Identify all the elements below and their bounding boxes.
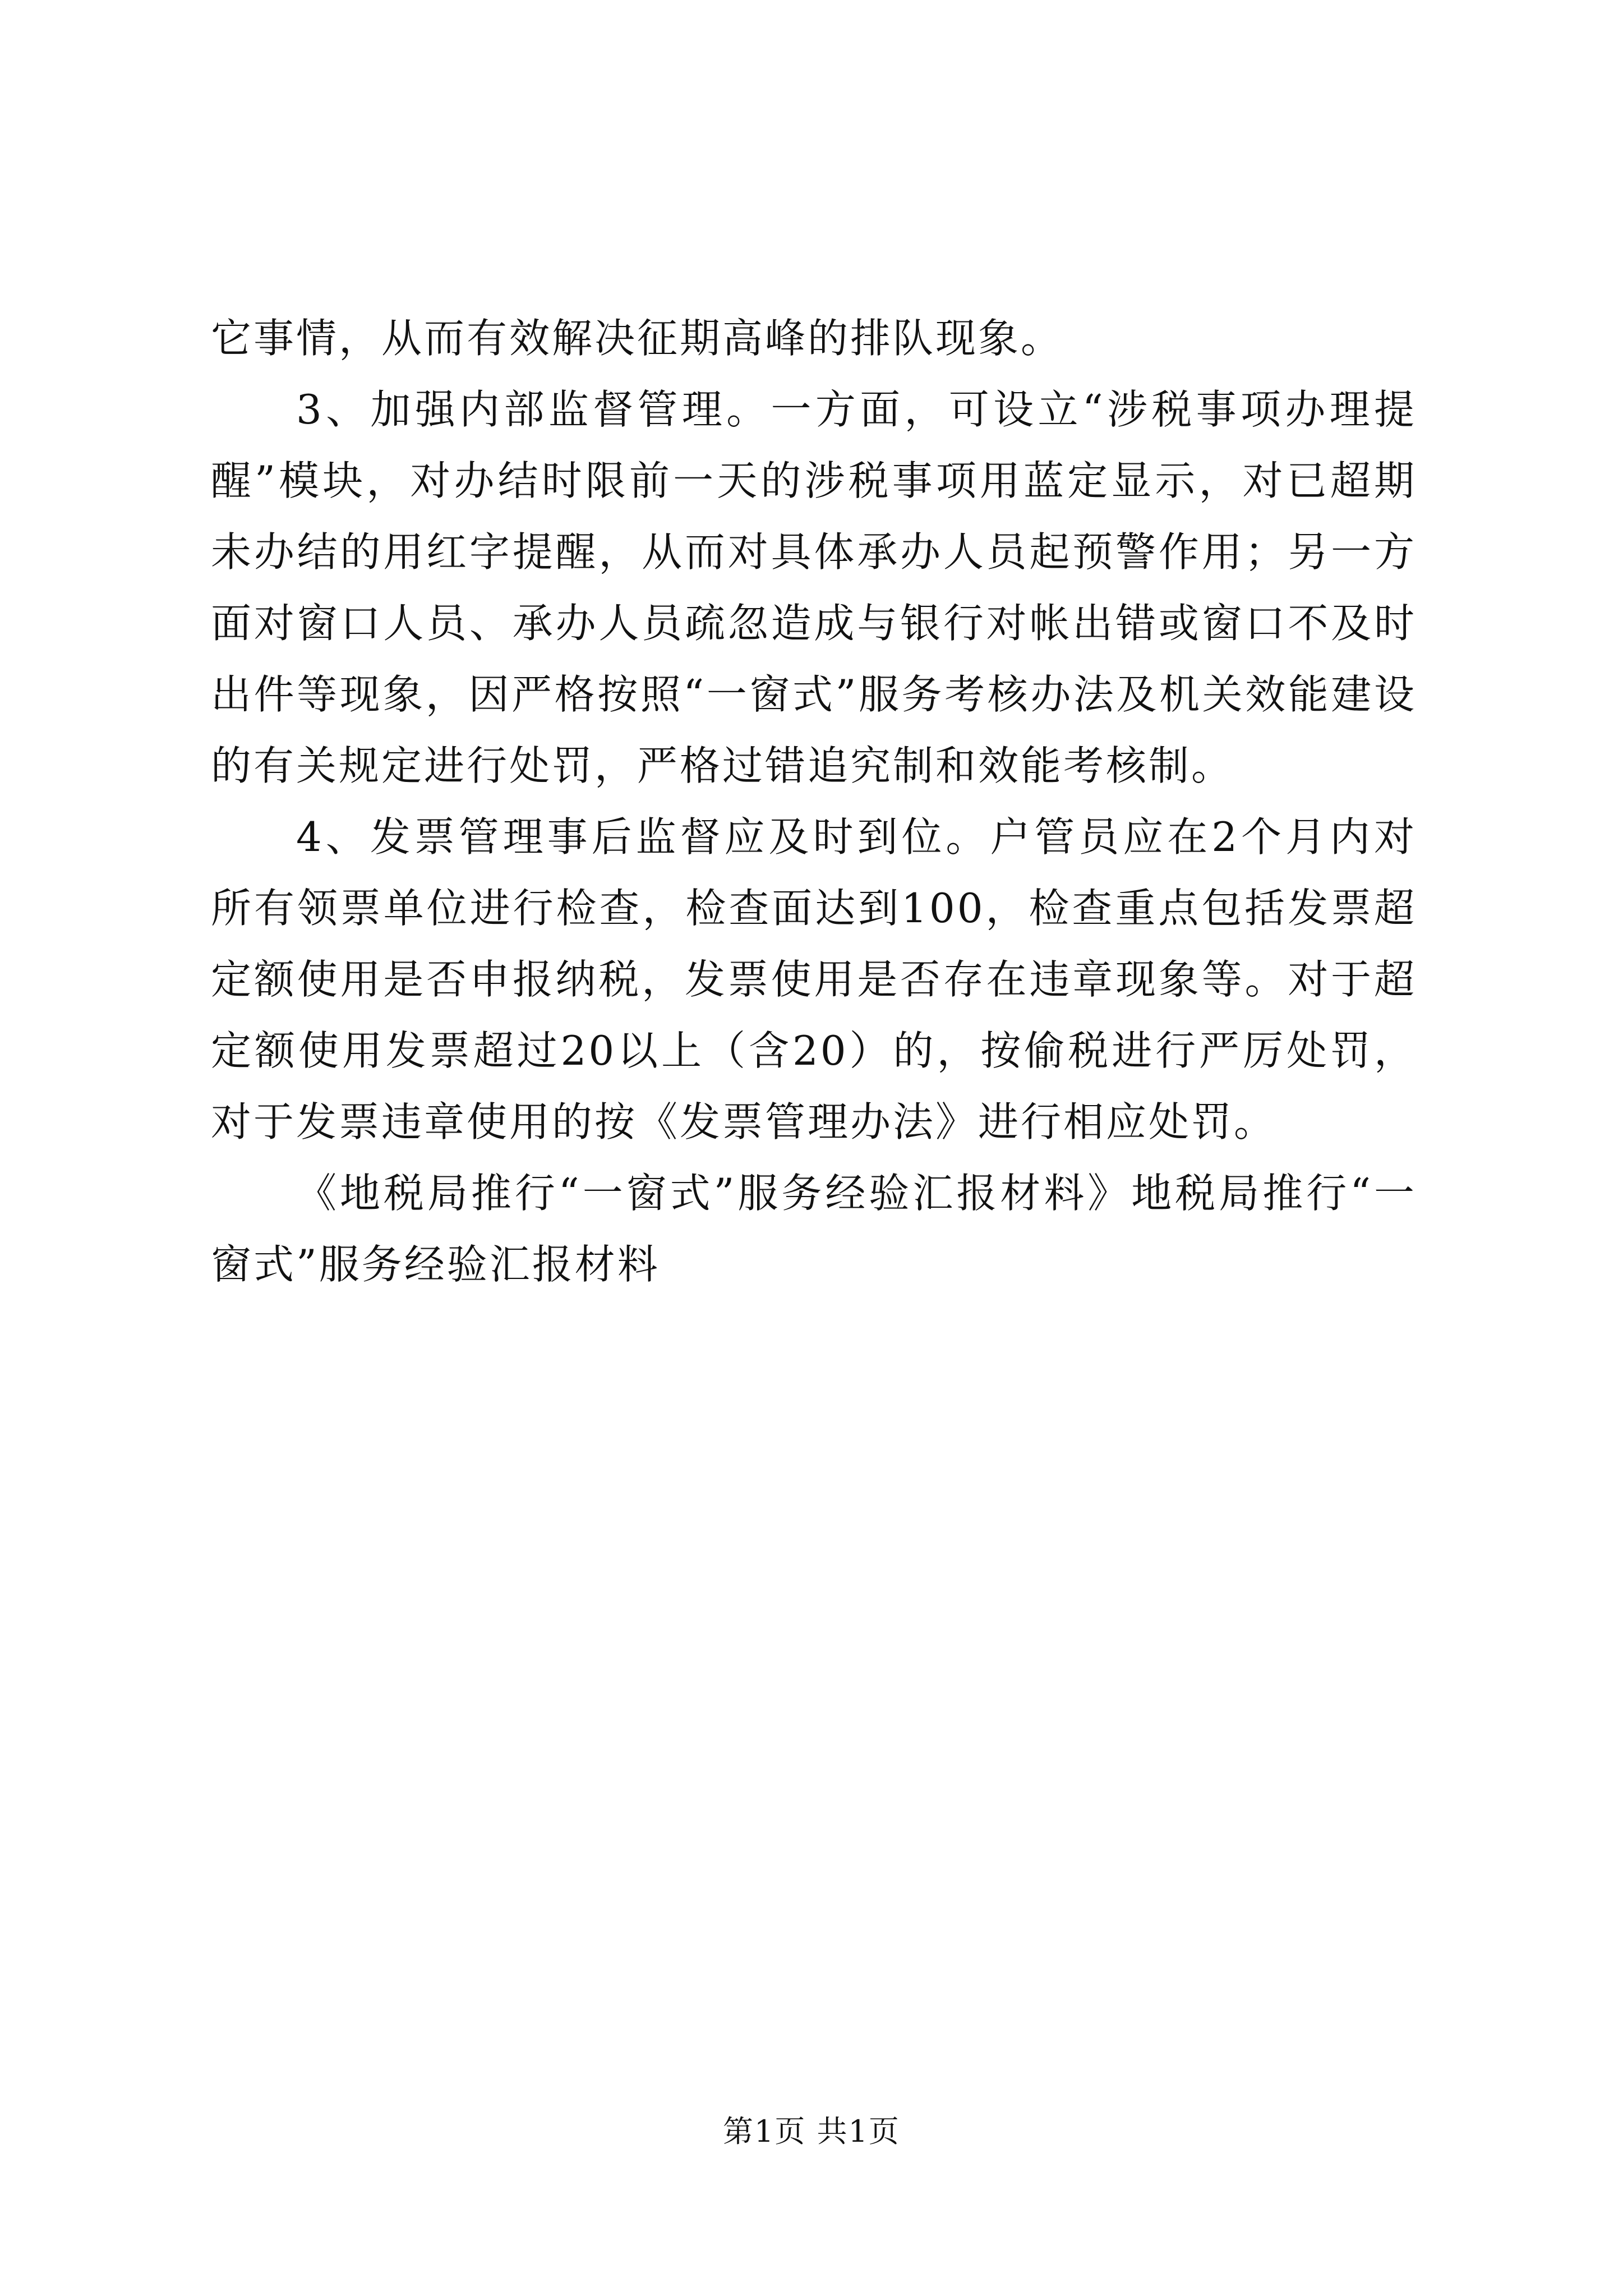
document-body (211, 303, 1417, 1300)
paragraph-item-4: 4、发票管理事后监督应及时到位。户管员应在2个月内对所有领票单位进行检查，检查面达到100，检查重点包括发票超定额使用是否申报纳税，发票使用是否存在违章现象等。对于超定额使用发票超过20以上（含20）的，按偷税进行严厉处罚，对于发票违章使用的按《发票管理办法》进行相应处罚。 (211, 813, 1417, 1145)
paragraph-continuation: 它事情，从而有效解决征期高峰的排队现象。 (211, 315, 1064, 362)
page-footer: 第1页 共1页 (723, 2114, 900, 2149)
paragraph-title-reference: 《地税局推行“一窗式”服务经验汇报材料》地税局推行“一窗式”服务经验汇报材料 (211, 1170, 1417, 1288)
paragraph-item-3: 3、加强内部监督管理。一方面，可设立“涉税事项办理提醒”模块，对办结时限前一天的涉税事项用蓝定显示，对已超期未办结的用红字提醒，从而对具体承办人员起预警作用；另一方面对窗口人员、承办人员疏忽造成与银行对帐出错或窗口不及时出件等现象，因严格按照“一窗式”服务考核办法及机关效能建设的有关规定进行处罚，严格过错追究制和效能考核制。 (211, 386, 1417, 789)
